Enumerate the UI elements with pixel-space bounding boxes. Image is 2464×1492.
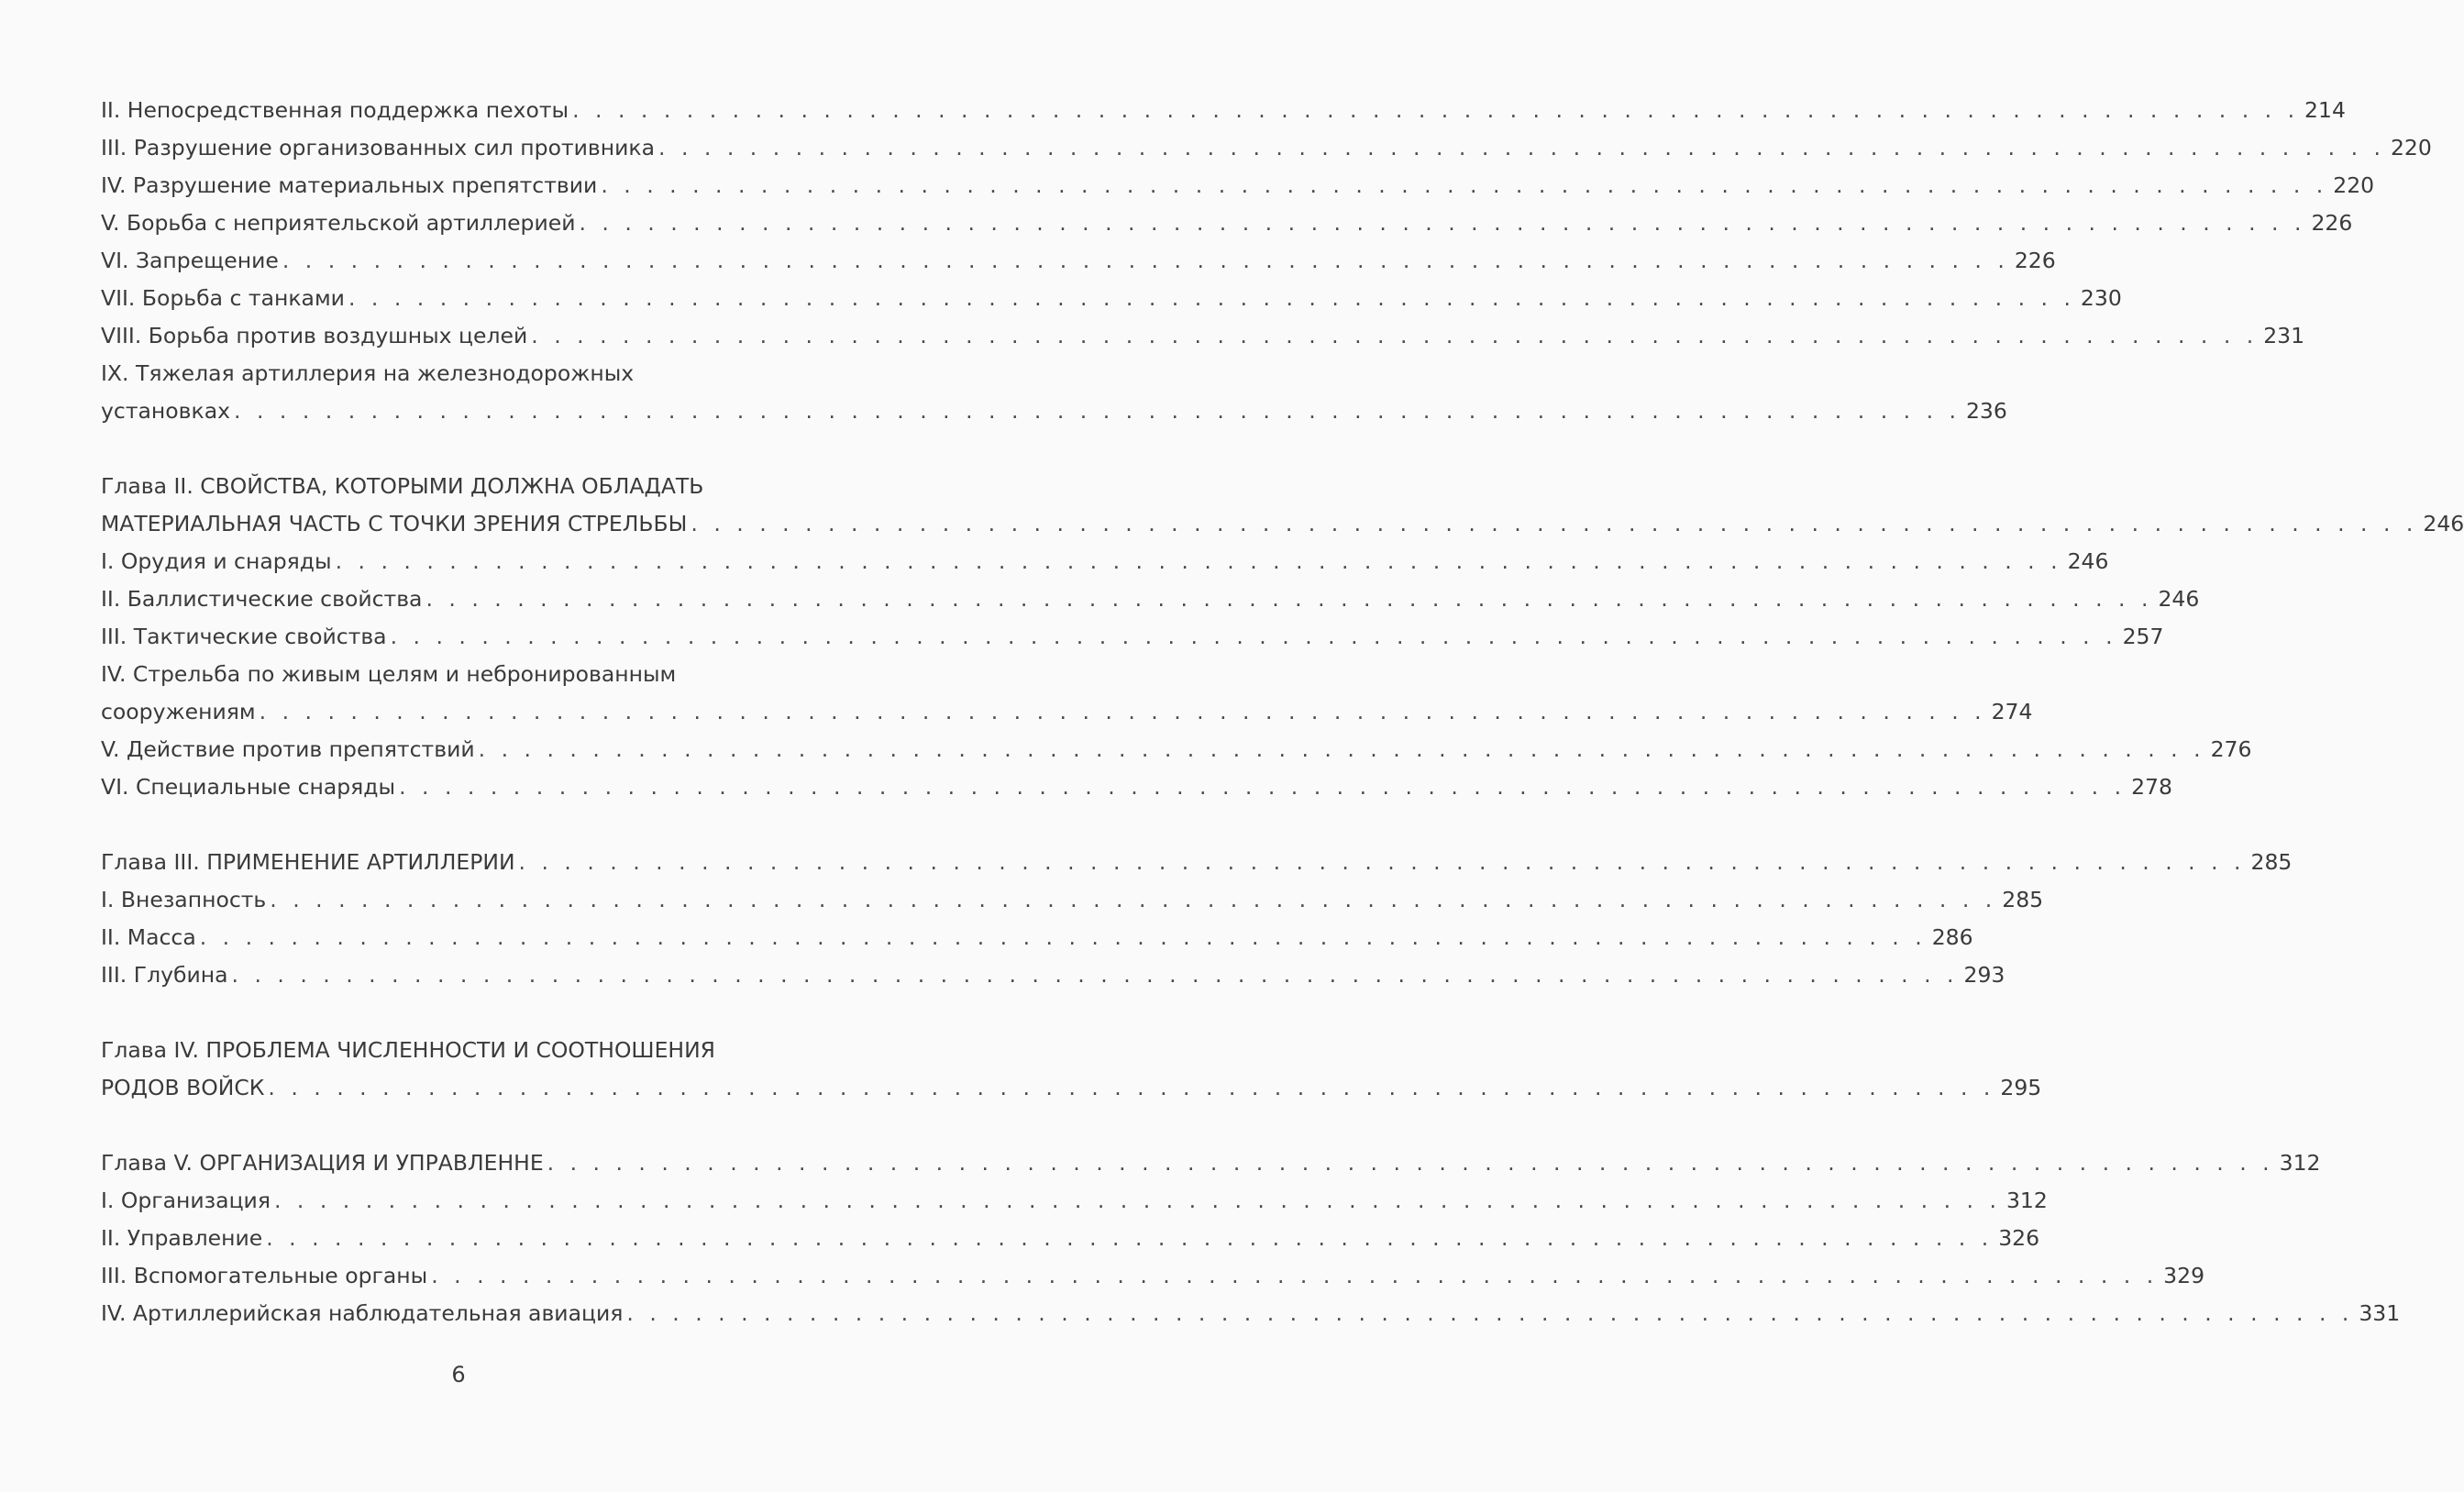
toc-line <box>101 580 2200 618</box>
toc-entry <box>101 1257 2205 1295</box>
toc-entry-title: IV. Артиллерийская наблюдательная авиация <box>101 1300 624 1326</box>
toc-entry-title: II. Масса <box>101 924 196 950</box>
toc-line <box>101 881 2044 919</box>
toc-line <box>101 693 2033 731</box>
page-number: 6 <box>451 1362 466 1387</box>
toc-entry-title: VIII. Борьба против воздушных целей <box>101 323 528 348</box>
toc-entry-title: VI. Специальные снаряды <box>101 774 396 800</box>
dot-leader: . . . . . . . . . . . . . . . . . . . . . . . . . . . . . . . . . . . . . . . . . . . . . . . . . . . . . . . . . . . . . . . . . . . . . . . . . . . . <box>199 924 1927 950</box>
toc-page-number: 214 <box>2304 97 2346 123</box>
toc-line <box>101 1144 2321 1182</box>
toc-entry-title: III. Глубина <box>101 962 228 988</box>
toc-entry-title: Глава V. ОРГАНИЗАЦИЯ И УПРАВЛЕННЕ <box>101 1150 544 1176</box>
toc-entry-title: Глава IV. ПРОБЛЕМА ЧИСЛЕННОСТИ И СООТНОШЕНИЯ <box>101 1037 715 1063</box>
dot-leader: . . . . . . . . . . . . . . . . . . . . . . . . . . . . . . . . . . . . . . . . . . . . . . . . . . . . . . . . . . . . . . . . . . . . . . . . . . . . <box>658 135 2385 160</box>
toc-page-number: 312 <box>2005 1188 2048 1213</box>
toc-line <box>101 731 2252 768</box>
dot-leader: . . . . . . . . . . . . . . . . . . . . . . . . . . . . . . . . . . . . . . . . . . . . . . . . . . . . . . . . . . . . . . . . . . . . . . . . . . . . <box>335 548 2062 574</box>
toc-entry <box>101 280 2122 317</box>
toc-line <box>101 656 845 693</box>
toc-page-number: 226 <box>2014 248 2056 273</box>
toc-section <box>101 1032 2042 1107</box>
dot-leader: . . . . . . . . . . . . . . . . . . . . . . . . . . . . . . . . . . . . . . . . . . . . . . . . . . . . . . . . . . . . . . . . . . . . . . . . . . . . <box>601 172 2328 198</box>
toc-page-number: 293 <box>1963 962 2005 988</box>
dot-leader: . . . . . . . . . . . . . . . . . . . . . . . . . . . . . . . . . . . . . . . . . . . . . . . . . . . . . . . . . . . . . . . . . . . . . . . . . . . . <box>273 1188 2001 1213</box>
toc-entry <box>101 956 2005 994</box>
toc-line <box>101 317 2305 355</box>
dot-leader: . . . . . . . . . . . . . . . . . . . . . . . . . . . . . . . . . . . . . . . . . . . . . . . . . . . . . . . . . . . . . . . . . . . . . . . . . . . . <box>579 210 2306 236</box>
toc-page-number: 285 <box>2250 849 2293 875</box>
toc-line <box>101 355 845 392</box>
toc-entry <box>101 167 2375 204</box>
toc-page-number: 246 <box>2067 548 2109 574</box>
toc-line <box>101 129 2432 167</box>
toc-line <box>101 204 2353 242</box>
toc-page-number: 226 <box>2311 210 2353 236</box>
toc-page-number: 220 <box>2390 135 2432 160</box>
toc-entry-title: VII. Борьба с танками <box>101 285 345 311</box>
toc-entry <box>101 204 2353 242</box>
toc-page-number: 312 <box>2279 1150 2321 1176</box>
toc-entry <box>101 1032 2042 1107</box>
toc-entry <box>101 1182 2048 1220</box>
toc-line <box>101 1257 2205 1295</box>
dot-leader: . . . . . . . . . . . . . . . . . . . . . . . . . . . . . . . . . . . . . . . . . . . . . . . . . . . . . . . . . . . . . . . . . . . . . . . . . . . . <box>626 1300 2354 1326</box>
dot-leader: . . . . . . . . . . . . . . . . . . . . . . . . . . . . . . . . . . . . . . . . . . . . . . . . . . . . . . . . . . . . . . . . . . . . . . . . . . . . <box>518 849 2246 875</box>
toc-page-number: 257 <box>2122 624 2164 649</box>
toc-page-number: 230 <box>2080 285 2122 311</box>
toc-entry <box>101 618 2164 656</box>
toc-entry-title: установках <box>101 398 231 424</box>
toc-entry <box>101 317 2305 355</box>
toc-entry-title: IV. Стрельба по живым целям и небронированным <box>101 661 677 687</box>
toc-entry <box>101 242 2056 280</box>
toc-page-number: 295 <box>2000 1075 2042 1100</box>
toc-line <box>101 242 2056 280</box>
toc-line <box>101 392 2007 430</box>
toc-entry <box>101 543 2109 580</box>
toc-line <box>101 956 2005 994</box>
toc-entry-title: Глава II. СВОЙСТВА, КОТОРЫМИ ДОЛЖНА ОБЛАДАТЬ <box>101 473 704 499</box>
toc-entry-title: III. Вспомогательные органы <box>101 1263 428 1288</box>
dot-leader: . . . . . . . . . . . . . . . . . . . . . . . . . . . . . . . . . . . . . . . . . . . . . . . . . . . . . . . . . . . . . . . . . . . . . . . . . . . . <box>266 1225 1994 1251</box>
toc-entry <box>101 468 2464 543</box>
toc-line <box>101 167 2375 204</box>
toc-page-number: 278 <box>2131 774 2172 800</box>
dot-leader: . . . . . . . . . . . . . . . . . . . . . . . . . . . . . . . . . . . . . . . . . . . . . . . . . . . . . . . . . . . . . . . . . . . . . . . . . . . . <box>572 97 2300 123</box>
toc-entry <box>101 92 2346 129</box>
toc-line <box>101 1032 845 1069</box>
toc-section <box>101 1144 2401 1332</box>
toc-entry-title: сооружениям <box>101 699 256 724</box>
toc-entry-title: МАТЕРИАЛЬНАЯ ЧАСТЬ С ТОЧКИ ЗРЕНИЯ СТРЕЛЬБЫ <box>101 511 688 536</box>
toc-page-number: 246 <box>2158 586 2200 612</box>
toc-line <box>101 280 2122 317</box>
toc-entry-title: I. Организация <box>101 1188 271 1213</box>
toc-line <box>101 543 2109 580</box>
toc-line <box>101 1069 2042 1107</box>
toc-page-number: 231 <box>2263 323 2305 348</box>
toc-line <box>101 92 2346 129</box>
toc-entry-title: V. Борьба с неприятельской артиллерией <box>101 210 576 236</box>
toc-page-number: 246 <box>2423 511 2464 536</box>
toc-entry-title: II. Управление <box>101 1225 263 1251</box>
dot-leader: . . . . . . . . . . . . . . . . . . . . . . . . . . . . . . . . . . . . . . . . . . . . . . . . . . . . . . . . . . . . . . . . . . . . . . . . . . . . <box>270 887 1997 912</box>
toc-entry <box>101 881 2044 919</box>
dot-leader: . . . . . . . . . . . . . . . . . . . . . . . . . . . . . . . . . . . . . . . . . . . . . . . . . . . . . . . . . . . . . . . . . . . . . . . . . . . . <box>259 699 1986 724</box>
dot-leader: . . . . . . . . . . . . . . . . . . . . . . . . . . . . . . . . . . . . . . . . . . . . . . . . . . . . . . . . . . . . . . . . . . . . . . . . . . . . <box>282 248 2009 273</box>
toc-page-number: 274 <box>1991 699 2033 724</box>
toc-entry-title: IV. Разрушение материальных препятствии <box>101 172 598 198</box>
toc-page-number: 236 <box>1965 398 2007 424</box>
toc-entry-title: III. Разрушение организованных сил противника <box>101 135 656 160</box>
toc-line <box>101 505 2464 543</box>
dot-leader: . . . . . . . . . . . . . . . . . . . . . . . . . . . . . . . . . . . . . . . . . . . . . . . . . . . . . . . . . . . . . . . . . . . . . . . . . . . . <box>478 736 2205 762</box>
dot-leader: . . . . . . . . . . . . . . . . . . . . . . . . . . . . . . . . . . . . . . . . . . . . . . . . . . . . . . . . . . . . . . . . . . . . . . . . . . . . <box>431 1263 2159 1288</box>
dot-leader: . . . . . . . . . . . . . . . . . . . . . . . . . . . . . . . . . . . . . . . . . . . . . . . . . . . . . . . . . . . . . . . . . . . . . . . . . . . . <box>234 398 1961 424</box>
dot-leader: . . . . . . . . . . . . . . . . . . . . . . . . . . . . . . . . . . . . . . . . . . . . . . . . . . . . . . . . . . . . . . . . . . . . . . . . . . . . <box>399 774 2127 800</box>
dot-leader: . . . . . . . . . . . . . . . . . . . . . . . . . . . . . . . . . . . . . . . . . . . . . . . . . . . . . . . . . . . . . . . . . . . . . . . . . . . . <box>691 511 2418 536</box>
toc-entry <box>101 844 2293 881</box>
toc-page-number: 285 <box>2002 887 2044 912</box>
toc-line <box>101 1182 2048 1220</box>
dot-leader: . . . . . . . . . . . . . . . . . . . . . . . . . . . . . . . . . . . . . . . . . . . . . . . . . . . . . . . . . . . . . . . . . . . . . . . . . . . . <box>231 962 1959 988</box>
toc-section <box>101 468 2464 806</box>
toc-line <box>101 468 845 505</box>
toc-entry-title: Глава III. ПРИМЕНЕНИЕ АРТИЛЛЕРИИ <box>101 849 515 875</box>
toc-entry-title: IX. Тяжелая артиллерия на железнодорожных <box>101 360 635 386</box>
toc-entry-title: III. Тактические свойства <box>101 624 387 649</box>
toc-line <box>101 844 2293 881</box>
toc-line <box>101 1220 2040 1257</box>
toc-entry-title: II. Непосредственная поддержка пехоты <box>101 97 569 123</box>
toc-entry-title: РОДОВ ВОЙСК <box>101 1075 265 1100</box>
toc-entry <box>101 731 2252 768</box>
table-of-contents <box>101 92 2464 1370</box>
toc-entry <box>101 1144 2321 1182</box>
toc-entry-title: II. Баллистические свойства <box>101 586 423 612</box>
dot-leader: . . . . . . . . . . . . . . . . . . . . . . . . . . . . . . . . . . . . . . . . . . . . . . . . . . . . . . . . . . . . . . . . . . . . . . . . . . . . <box>547 1150 2274 1176</box>
toc-line <box>101 768 2172 806</box>
toc-page-number: 329 <box>2163 1263 2205 1288</box>
toc-page-number: 276 <box>2210 736 2252 762</box>
toc-page-number: 286 <box>1931 924 1973 950</box>
toc-page-number: 331 <box>2359 1300 2401 1326</box>
toc-section <box>101 844 2293 994</box>
toc-entry <box>101 919 1973 956</box>
dot-leader: . . . . . . . . . . . . . . . . . . . . . . . . . . . . . . . . . . . . . . . . . . . . . . . . . . . . . . . . . . . . . . . . . . . . . . . . . . . . <box>425 586 2153 612</box>
dot-leader: . . . . . . . . . . . . . . . . . . . . . . . . . . . . . . . . . . . . . . . . . . . . . . . . . . . . . . . . . . . . . . . . . . . . . . . . . . . . <box>348 285 2075 311</box>
toc-line <box>101 1295 2401 1332</box>
toc-entry <box>101 580 2200 618</box>
dot-leader: . . . . . . . . . . . . . . . . . . . . . . . . . . . . . . . . . . . . . . . . . . . . . . . . . . . . . . . . . . . . . . . . . . . . . . . . . . . . <box>531 323 2259 348</box>
toc-section <box>101 92 2432 430</box>
toc-entry <box>101 1295 2401 1332</box>
dot-leader: . . . . . . . . . . . . . . . . . . . . . . . . . . . . . . . . . . . . . . . . . . . . . . . . . . . . . . . . . . . . . . . . . . . . . . . . . . . . <box>390 624 2117 649</box>
toc-entry-title: I. Орудия и снаряды <box>101 548 332 574</box>
dot-leader: . . . . . . . . . . . . . . . . . . . . . . . . . . . . . . . . . . . . . . . . . . . . . . . . . . . . . . . . . . . . . . . . . . . . . . . . . . . . <box>268 1075 1995 1100</box>
toc-line <box>101 919 1973 956</box>
toc-entry <box>101 355 2007 430</box>
toc-entry <box>101 129 2432 167</box>
toc-page-number: 326 <box>1998 1225 2040 1251</box>
toc-entry <box>101 656 2033 731</box>
toc-entry <box>101 1220 2040 1257</box>
toc-line <box>101 618 2164 656</box>
toc-entry-title: I. Внезапность <box>101 887 267 912</box>
toc-page-number: 220 <box>2333 172 2375 198</box>
toc-entry <box>101 768 2172 806</box>
toc-entry-title: VI. Запрещение <box>101 248 279 273</box>
toc-entry-title: V. Действие против препятствий <box>101 736 475 762</box>
